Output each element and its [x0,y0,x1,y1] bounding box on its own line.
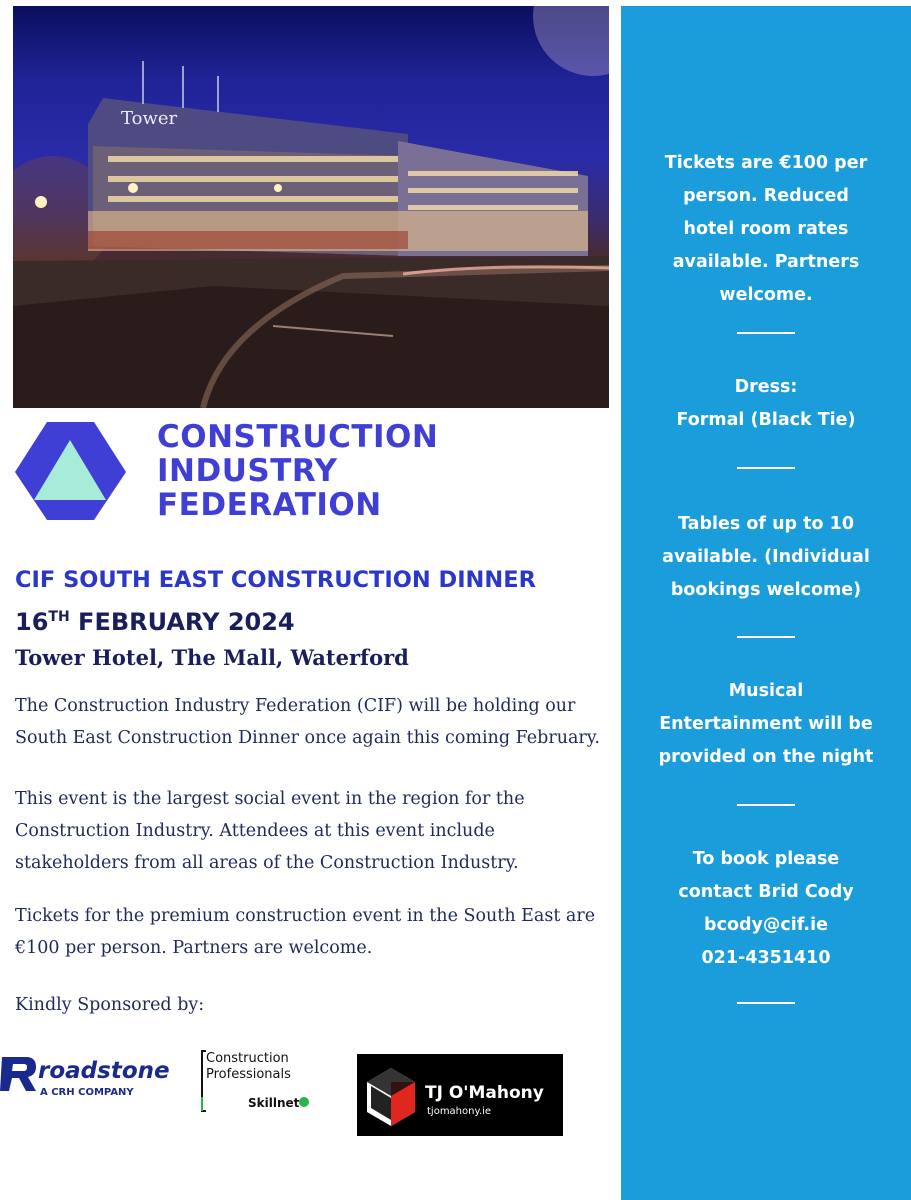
dress-line: Formal (Black Tie) [676,410,856,430]
tj-omahony-logo [357,1054,563,1136]
tickets-line: available. Partners [672,252,860,272]
booking-line: To book please [692,849,840,869]
date-month-year: FEBRUARY 2024 [78,608,295,636]
tickets-line: €100 per person. Partners are welcome. [15,938,373,958]
skillnet-brand: Skillnet [248,1096,300,1110]
logo-line-2: INDUSTRY [157,453,338,489]
music-line: provided on the night [658,747,874,767]
booking-line: contact Brid Cody [678,882,854,902]
sponsored-by-label: Kindly Sponsored by: [15,995,205,1015]
divider [737,467,795,469]
dress-info [621,371,911,437]
dress-line: Dress: [734,377,798,397]
roadstone-tagline: A CRH COMPANY [40,1087,134,1098]
event-date [15,608,295,636]
event-venue: Tower Hotel, The Mall, Waterford [15,645,409,670]
logo-line-1: CONSTRUCTION [157,419,439,455]
description-line: Construction Industry. Attendees at this event include [15,821,495,841]
music-line: Entertainment will be [659,714,873,734]
booking-info [621,843,911,975]
divider [737,332,795,334]
music-info [621,675,911,774]
tickets-line: welcome. [719,285,813,305]
event-title: CIF SOUTH EAST CONSTRUCTION DINNER [15,567,536,593]
info-sidebar [621,6,911,1200]
roadstone-logo [0,1053,185,1103]
intro-paragraph [15,690,615,754]
tickets-info [621,147,911,312]
description-line: stakeholders from all areas of the Construction Industry. [15,853,519,873]
tickets-line: Tickets for the premium construction event in the South East are [15,906,596,926]
date-day: 16 [15,608,49,636]
event-description-paragraph [15,783,615,879]
tables-info [621,508,911,607]
tickets-line: hotel room rates [683,219,849,239]
cp-line-2: Professionals [206,1067,291,1082]
roadstone-name: roadstone [38,1058,170,1084]
tickets-line: Tickets are €100 per [664,153,868,173]
hotel-night-illustration [13,6,609,408]
intro-line: The Construction Industry Federation (CIF) will be holding our [15,696,576,716]
tj-omahony-box-icon [357,1054,563,1136]
booking-phone[interactable]: 021-4351410 [701,948,831,968]
intro-line: South East Construction Dinner once again this coming February. [15,728,600,748]
divider [737,1002,795,1004]
hotel-sign: Tower [121,108,178,129]
tj-name: TJ O'Mahony [425,1083,544,1103]
cp-line-1: Construction [206,1051,289,1066]
booking-email[interactable]: bcody@cif.ie [704,915,828,935]
divider [737,636,795,638]
music-line: Musical [728,681,804,701]
divider [737,804,795,806]
date-suffix: TH [48,609,70,625]
tables-line: bookings welcome) [670,580,862,600]
tickets-paragraph [15,900,615,964]
hero-photo [13,6,609,408]
construction-professionals-skillnet-logo [200,1047,335,1115]
tables-line: Tables of up to 10 [677,514,855,534]
tj-url: tjomahony.ie [427,1106,492,1117]
tickets-line: person. Reduced [683,186,849,206]
tables-line: available. (Individual [662,547,870,567]
logo-line-3: FEDERATION [157,487,382,523]
description-line: This event is the largest social event in the region for the [15,789,525,809]
cif-logo-wordmark [157,420,457,522]
